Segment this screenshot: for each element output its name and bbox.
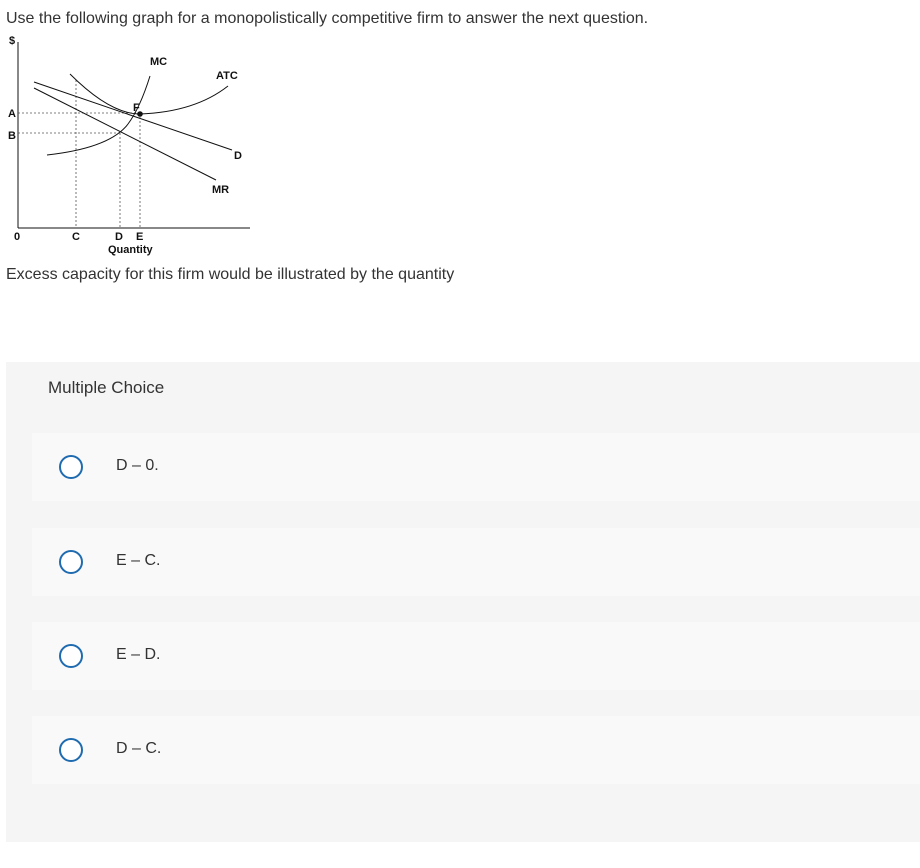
label-price-a: A	[8, 108, 16, 120]
label-point-f: F	[133, 102, 140, 114]
question-text: Use the following graph for a monopolistically competitive firm to answer the next question.	[6, 10, 649, 27]
prompt-text: Excess capacity for this firm would be illustrated by the quantity	[6, 266, 455, 283]
radio-button[interactable]	[59, 550, 83, 574]
option-label: D – C.	[116, 740, 162, 757]
label-qty-c: C	[72, 231, 80, 243]
x-axis-label: Quantity	[108, 244, 153, 256]
label-price-b: B	[8, 130, 16, 142]
option-label: E – C.	[116, 552, 161, 569]
label-mr: MR	[212, 184, 230, 196]
radio-button[interactable]	[59, 738, 83, 762]
option-label: D – 0.	[116, 457, 159, 474]
radio-button[interactable]	[59, 644, 83, 668]
label-qty-d: D	[115, 231, 123, 243]
option-e-minus-d[interactable]	[32, 622, 920, 690]
multiple-choice-panel	[6, 362, 920, 842]
mr-curve	[34, 88, 216, 180]
radio-button[interactable]	[59, 455, 83, 479]
option-e-minus-c[interactable]	[32, 528, 920, 596]
demand-curve	[34, 82, 232, 150]
multiple-choice-title: Multiple Choice	[48, 378, 165, 397]
y-axis-label: $	[9, 35, 16, 47]
label-origin: 0	[14, 231, 21, 243]
option-d-minus-0[interactable]	[32, 433, 920, 501]
option-d-minus-c[interactable]	[32, 716, 920, 784]
mc-curve	[47, 76, 150, 155]
label-demand: D	[234, 150, 242, 162]
economics-graph	[0, 30, 260, 262]
label-mc: MC	[150, 56, 168, 68]
label-qty-e: E	[136, 231, 144, 243]
option-label: E – D.	[116, 646, 161, 663]
label-atc: ATC	[216, 70, 238, 82]
